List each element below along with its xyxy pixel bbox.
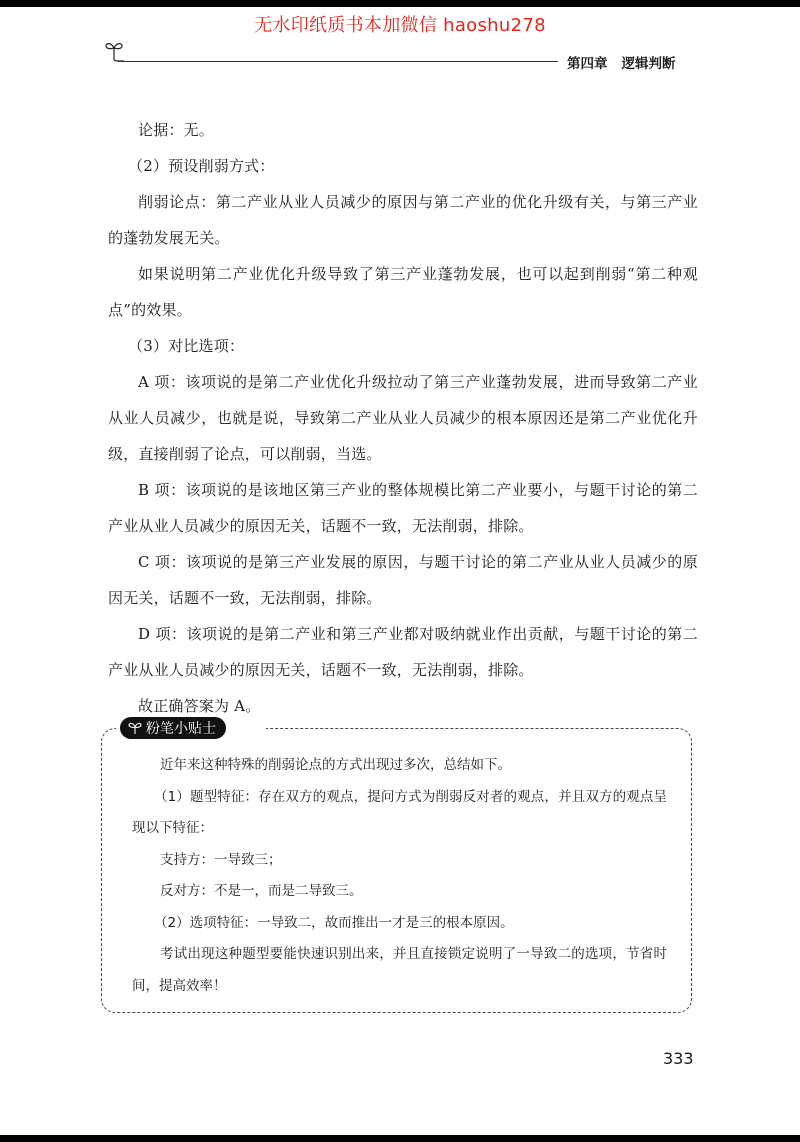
paragraph-heading-3: （3）对比选项：	[128, 337, 245, 355]
paragraph-answer: 故正确答案为 A。	[138, 697, 261, 715]
paragraph-option-a: A 项：该项说的是第二产业优化升级拉动了第三产业蓬勃发展，进而导致第二产业从业人员减少，也就是说，导致第二产业从业人员减少的根本原因还是第二产业优化升级，直接削弱了论点，可以削弱，当选。	[108, 373, 698, 463]
chapter-title: 逻辑判断	[621, 56, 676, 72]
tip-badge-label: 粉笔小贴士	[146, 721, 216, 737]
tip-question-feature: （1）题型特征：存在双方的观点，提问方式为削弱反对者的观点，并且双方的观点呈现以下特征：	[132, 788, 667, 836]
tip-intro: 近年来这种特殊的削弱论点的方式出现过多次，总结如下。	[160, 757, 511, 773]
tip-option-feature: （2）选项特征：一导致二，故而推出一才是三的根本原因。	[154, 914, 514, 931]
tip-badge	[120, 717, 226, 739]
tip-content	[132, 750, 667, 1002]
paragraph-option-b: B 项：该项说的是该地区第三产业的整体规模比第二产业要小，与题干讨论的第二产业从业人员减少的原因无关，话题不一致，无法削弱，排除。	[108, 481, 698, 535]
tip-conclusion: 考试出现这种题型要能快速识别出来，并且直接锁定说明了一导致二的选项，节省时间，提高效率！	[132, 946, 667, 994]
running-header	[567, 52, 676, 72]
paragraph-option-c: C 项：该项说的是第三产业发展的原因，与题干讨论的第二产业从业人员减少的原因无关，话题不一致，无法削弱，排除。	[108, 553, 698, 607]
page-number: 333	[663, 1049, 694, 1068]
paragraph-alternative: 如果说明第二产业优化升级导致了第三产业蓬勃发展，也可以起到削弱“第二种观点”的效果。	[108, 265, 698, 319]
watermark-text: 无水印纸质书本加微信 haoshu278	[254, 15, 546, 36]
top-border-bar	[0, 0, 800, 7]
header-rule	[118, 61, 558, 62]
bottom-border-bar	[0, 1135, 800, 1142]
paragraph-weaken-point: 削弱论点：第二产业从业人员减少的原因与第二产业的优化升级有关，与第三产业的蓬勃发展无关。	[108, 193, 698, 247]
paragraph-heading-2: （2）预设削弱方式：	[128, 157, 275, 175]
paragraph-evidence: 论据：无。	[138, 121, 215, 139]
tip-opponent: 反对方：不是一，而是二导致三。	[160, 883, 363, 899]
paragraph-option-d: D 项：该项说的是第二产业和第三产业都对吸纳就业作出贡献，与题干讨论的第二产业从业人员减少的原因无关，话题不一致，无法削弱，排除。	[108, 625, 698, 679]
body-text	[108, 112, 698, 724]
tip-supporter: 支持方：一导致三；	[160, 851, 282, 868]
chapter-number: 第四章	[567, 56, 608, 72]
sprout-icon	[128, 721, 142, 735]
